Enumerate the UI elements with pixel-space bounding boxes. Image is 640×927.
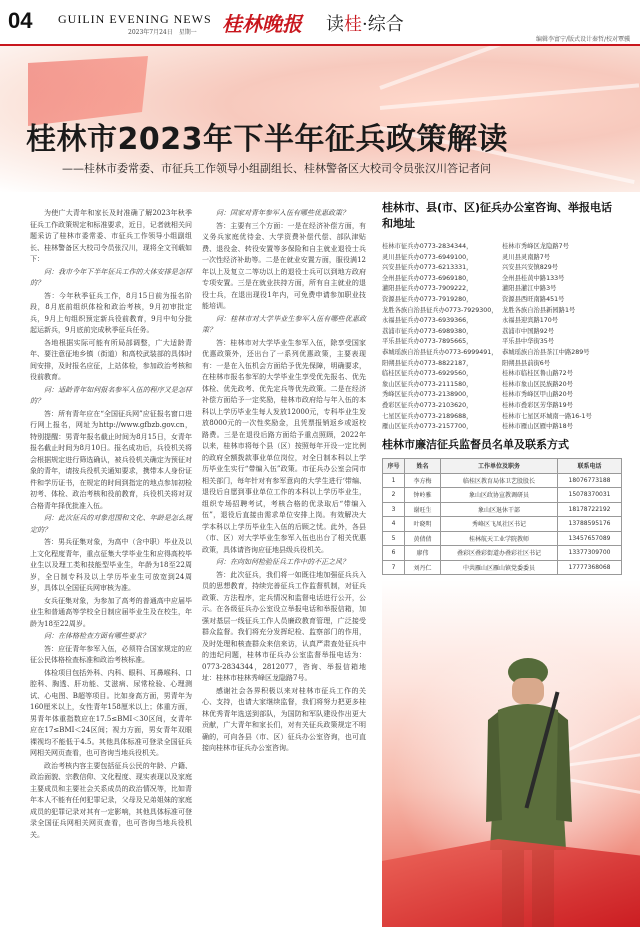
contact-address: 桂林市叠彩区芳华路19号: [502, 401, 573, 409]
contact-address: 桂林市秀峰区龙隐路7号: [502, 243, 569, 250]
section-title: [326, 10, 404, 36]
paragraph: 答：桂林市对大学毕业生参军入伍，除享受国家优惠政策外，还出台了一系列优惠政策，主要表现有：一是在入伍机会方面给予优先保障，明确要求，在桂林市报名参军的大学毕业生享受优先报名、优先体检、优先政考、优先定兵等优先政策。二是在经济补偿方面给予一定奖励，桂林市政府给与年入伍的本科以上学历毕业生每人发放12000元，专科毕业生发放8000元的一次性奖励金，且凭票报销返乡或返校路费。三是在退役后路方面给予重点照顾，2022年以来，桂林市将每个县（区）按照每年开设一定比例的政府全额拨款事业单位岗位，对全日制本科以上学历毕业生实行“带编入伍”政策。市征兵办公室会同市相关部门，每年针对有参军意向的大学生进行‘带编、退役后自愿到事业单位工作的本科以上学历毕业生，组织专场招聘考试，考核合格的优录取后“带编入伍”，退役后直接由需求单位安排上岗。有效解决大学本科以上学历毕业生入伍的后顾之忧。此外，各县（市、区）对大学毕业生参军入伍也出台了相关优惠政策，具体请咨询应征地县级兵役机关。: [202, 338, 366, 554]
question: 问：在体格检查方面有哪些要求？: [44, 632, 149, 640]
table-cell: 廖伟: [405, 546, 441, 561]
table-cell: 4: [383, 517, 405, 532]
column-header: 联系电话: [558, 459, 622, 474]
column-header: 工作单位及职务: [441, 459, 558, 474]
table-row: [383, 473, 622, 488]
contact-address: 荔浦市中国路92号: [502, 327, 555, 335]
contact-phone: 叠彩区征兵办0773-2103620，: [382, 401, 473, 409]
contact-row: [382, 380, 622, 391]
article-headline: 桂林市2023年下半年征兵政策解读: [26, 122, 508, 157]
table-cell: 秀峰区飞凤社区书记: [441, 517, 558, 532]
table-row: [383, 517, 622, 532]
contact-phone: 资源县征兵办0773-7919280，: [382, 295, 473, 303]
table-cell: 谢旺生: [405, 502, 441, 517]
section-prefix: 读: [326, 14, 344, 35]
table-header-row: [383, 459, 622, 474]
paragraph: 答：男兵征集对象，为高中（含中职）毕业及以上文化程度青年，重点征集大学毕业生和应得高校毕业生以及理工类和技能型毕业生，年龄为18至22周岁，全日制专科及以上学历毕业生可放宽到24周岁，具体以全国征兵网审核为准。: [30, 538, 192, 592]
paragraph: 为使广大青年和家长及时准确了解2023年秋季征兵工作政策规定和标准要求，近日，记者就相关问题采访了桂林市委常委、市征兵工作领导小组副组长、桂林警备区大校司令员张汉川，现将全文刊载如下：: [30, 209, 192, 263]
contact-row: [382, 242, 622, 253]
contact-row: [382, 369, 622, 380]
paragraph: 答：主要有三个方面：一是在经济补偿方面，有义务兵家庭优待金、大学资费补偿代偿、部队津贴费、退役金、转役安置等多保险和自主就业退役士兵一次性经济补助等。二是在就业安置方面，服役满12年以上及复立二等功以上的退役士兵可以到地方政府专项安置。三是在就业扶持方面，所有自主就业的退役士兵，在退出现役1年内，可免费申请参加职业技能培训。: [202, 221, 366, 310]
contact-address: 桂林市临桂区鲁山路72号: [502, 370, 573, 378]
contact-row: [382, 263, 622, 274]
question: 问：适龄青年如何报名参军入伍的程序又是怎样的？: [30, 385, 192, 405]
contact-phone: 桂林市征兵办0773-2834344，: [382, 243, 473, 250]
contacts-title: 桂林市、县(市、区)征兵办公室咨询、举报电话和地址: [382, 201, 613, 230]
soldier-illustration: [382, 580, 640, 927]
question: 问：国家对青年参军入伍有哪些优惠政策？: [216, 209, 349, 217]
paragraph: 政治考核内容主要包括征兵公民的年龄、户籍、政治面貌、宗教信仰、文化程度、现实表现以及家庭主要成员和主要社会关系成员的政治情况等，比如青年本人不能有任何犯罪记录，父母及兄弟姐妹的家庭成员的犯罪记录对其有一定影响，其他具体标准可登录全国征兵网相关网页查看，也可咨询当地兵役机关。: [30, 761, 192, 839]
contact-phone: 恭城瑶族自治县征兵办0773-6999491，: [382, 348, 498, 356]
contacts-box: [382, 200, 622, 433]
paragraph: 答：此次征兵，我们将一如既往地加强征兵兵入员的思想教育，持续完善征兵工作监督机制，对征兵政策、方法程序，定兵情况和监督电话进行公开，公示。在各级征兵办公室设立举报电话和举报信箱，加强对基层一线征兵工作人员廉政教育管理，广泛接受群众监督。我们将充分发挥纪检、监察部门的作用，及时处理和核查群众来信来访，认真严肃查处征兵中的违纪问题，桂林市征兵办公室监督举报电话为：0773-2834344，2812077，咨询、举报信箱地址：桂林市桂林秀峰区龙隐路7号。: [202, 570, 366, 682]
contact-address: 龙胜各族自治县新园路1号: [502, 306, 576, 314]
article-column-2: [202, 208, 366, 756]
contact-phone: 临桂区征兵办0773-6929560，: [382, 370, 473, 378]
table-cell: 15078370031: [558, 488, 622, 503]
table-cell: 钟岭雅: [405, 488, 441, 503]
table-cell: 桂林航天工业学院教师: [441, 531, 558, 546]
table-cell: 17777368068: [558, 560, 622, 575]
contact-address: 桂林市雁山区雁中路18号: [502, 423, 573, 431]
paragraph: 感谢社会各界积极以来对桂林市征兵工作的关心、支持，也请大家继续监督，我们将努力把更多桂林优秀青年选送到部队，为国防和军队建设作出更大贡献，广大青年和家长们，对有关征兵政策规定不明确的，可向各县（市、区）征兵办公室咨询，也可直接向桂林市征兵办公室咨询。: [202, 686, 366, 752]
table-cell: 中共雁山区雁山镇党委委员: [441, 560, 558, 575]
table-cell: 7: [383, 560, 405, 575]
table-cell: 临桂区教育局体卫艺股股长: [441, 473, 558, 488]
contact-row: [382, 274, 622, 285]
contact-address: 灵川县灵南路7号: [502, 253, 551, 261]
table-cell: 13457657089: [558, 531, 622, 546]
table-cell: 6: [383, 546, 405, 561]
article-column-1: [30, 208, 192, 842]
contact-phone: 雁山区征兵办0773-2157700，: [382, 423, 473, 431]
table-cell: 13377309700: [558, 546, 622, 561]
table-cell: 李方梅: [405, 473, 441, 488]
contact-row: [382, 422, 622, 433]
paragraph: 答：应征青年参军入伍，必须符合国家规定的应征公民体格检查标准和政治考核标准。: [30, 644, 192, 664]
contact-row: [382, 306, 622, 317]
section-highlight: 桂: [344, 14, 362, 35]
question: 问：我市今年下半年征兵工作的大体安排是怎样的？: [30, 267, 192, 287]
paragraph: 体检项目包括外科、内科、眼科、耳鼻喉科、口腔科、胸透、肝功能、艾滋病、尿常检验、心理测试、心电图、B超等项目。比如身高方面，男青年为160厘米以上，女性青年158厘米以上；体重方面，男青年体重指数应在17.5≤BMI＜30区间，女青年应在17≤BMI＜24区间；视力方面，男女青年双眼裸视均不能低于4.5。其他具体标准可登录全国征兵网相关网页查看，也可咨询当地兵役机关。: [30, 668, 192, 757]
contact-phone: 七星区征兵办0773-2189688，: [382, 412, 473, 420]
contact-row: [382, 284, 622, 295]
contact-address: 灌阳县灌江中路3号: [502, 285, 557, 293]
contact-address: 资源县西旺南路451号: [502, 295, 565, 303]
paper-logo: 桂林晚报: [222, 12, 302, 36]
column-header: 姓名: [405, 459, 441, 474]
table-cell: 叠彩区叠彩街道办叠彩社区书记: [441, 546, 558, 561]
contact-address: 平乐县中华街35号: [502, 338, 555, 346]
paragraph: 答：今年秋季征兵工作，8月15日前为报名阶段，8月底前组织体检和政治考核，9月初审批定兵，9月上旬组织预定新兵役前教育，9月中旬分批起运新兵，9月底前完成秋季征兵任务。: [30, 291, 192, 334]
paragraph: 答：所有青年应在“全国征兵网”应征报名窗口进行网上报名，网址为http://www.gfbzb.gov.cn，特别提醒：男青年报名截止时间为8月15日，女青年报名截止时间为8月10日。报名成功后，兵役机关将会根据规定进行筛选确认，被兵役机关确定为预征对象的青年，请按兵役机关通知要求，携带本人身份证件和学历证书，在规定的时间到指定的地点参加初检初考、体检、政治考核和役前教育，兵役机关将对双合格青年择优批准入伍。: [30, 409, 192, 510]
contact-row: [382, 390, 622, 401]
contact-phone: 阳朔县征兵办0773-8822187，: [382, 359, 473, 367]
contact-row: [382, 348, 622, 359]
table-cell: 象山区退休干部: [441, 502, 558, 517]
supervisors-title: 桂林市廉洁征兵监督员名单及联系方式: [382, 438, 569, 451]
light-ray: [380, 83, 639, 110]
contact-phone: 象山区征兵办0773-2111580，: [382, 380, 473, 388]
table-cell: 1: [383, 473, 405, 488]
contact-phone: 灌阳县征兵办0773-7909222，: [382, 285, 473, 293]
supervisors-table-body: [383, 473, 622, 575]
table-cell: 3: [383, 502, 405, 517]
contact-phone: 平乐县征兵办0773-7895665，: [382, 338, 473, 346]
table-cell: 2: [383, 488, 405, 503]
contact-phone: 秀峰区征兵办0773-2138900，: [382, 391, 473, 399]
contact-row: [382, 359, 622, 370]
table-row: [383, 488, 622, 503]
contact-row: [382, 412, 622, 423]
contact-row: [382, 295, 622, 306]
table-row: [383, 560, 622, 575]
contact-address: 桂林市秀峰区甲山路20号: [502, 391, 573, 399]
contact-address: 永福县迎宾路170号: [502, 317, 559, 325]
contact-phone: 荔浦市征兵办0773-6989380，: [382, 327, 473, 335]
section-suffix: ·综合: [362, 14, 404, 35]
paragraph: 各地根据实际可能有所局部调整，广大适龄青年、要注意征地乡镇（街道）和高校武装部的具体时间安排，及时报名应征，上站体检，参加政治考核和役前教育。: [30, 338, 192, 381]
table-cell: 刘丹仁: [405, 560, 441, 575]
table-row: [383, 531, 622, 546]
contact-address: 桂林市七星区环城南一路16-1号: [502, 412, 592, 420]
contact-row: [382, 327, 622, 338]
contact-address: 恭城瑶族自治县茶江中路289号: [502, 348, 590, 356]
paragraph: 女兵征集对象，为参加了高考的普通高中应届毕业生和普通高等学校全日制应届毕业生及在校生，年龄为18至22周岁。: [30, 596, 192, 628]
contact-row: [382, 253, 622, 264]
question: 问：此次征兵的对象范围和文化、年龄是怎么规定的？: [30, 514, 192, 534]
light-ray: [379, 46, 625, 90]
table-row: [383, 546, 622, 561]
paper-name-en: GUILIN EVENING NEWS: [58, 12, 212, 26]
issue-date: 2023年7月24日 星期一: [128, 29, 197, 36]
table-cell: 叶晓明: [405, 517, 441, 532]
contact-phone: 龙胜各族自治县征兵办0773-7929300，: [382, 306, 498, 314]
contact-address: 桂林市象山区民族路20号: [502, 380, 573, 388]
contact-phone: 永福县征兵办0773-6939366，: [382, 317, 473, 325]
table-cell: 象山区政协宣教调研员: [441, 488, 558, 503]
supervisors-table: [382, 458, 622, 575]
contact-row: [382, 337, 622, 348]
question: 问：桂林市对大学毕业生参军入伍有哪些优惠政策？: [202, 314, 366, 334]
table-cell: 黄倩倩: [405, 531, 441, 546]
contact-address: 全州县桂黄中路133号: [502, 274, 565, 282]
table-cell: 18178722192: [558, 502, 622, 517]
table-cell: 5: [383, 531, 405, 546]
table-cell: 18076773188: [558, 473, 622, 488]
contact-address: 阳朔县县前街6号: [502, 359, 551, 367]
table-cell: 13788595176: [558, 517, 622, 532]
page-number: 04: [8, 8, 33, 33]
contacts-list: [382, 242, 622, 433]
page-header: [0, 0, 640, 44]
contact-address: 兴安县兴安镇829号: [502, 264, 559, 272]
contact-phone: 兴安县征兵办0773-6213331，: [382, 264, 473, 272]
contact-phone: 全州县征兵办0773-6969180，: [382, 274, 473, 282]
contact-phone: 灵川县征兵办0773-6949100，: [382, 253, 473, 261]
contact-row: [382, 316, 622, 327]
contact-row: [382, 401, 622, 412]
editors-credit: 编辑李富宁/版式设计秦哲/校对覃骥: [535, 36, 630, 43]
table-row: [383, 502, 622, 517]
article-subtitle: ——桂林市委常委、市征兵工作领导小组副组长、桂林警备区大校司令员张汉川答记者问: [62, 162, 491, 175]
question: 问：在向如何检验征兵工作中的不正之风？: [216, 558, 349, 566]
column-header: 序号: [383, 459, 405, 474]
